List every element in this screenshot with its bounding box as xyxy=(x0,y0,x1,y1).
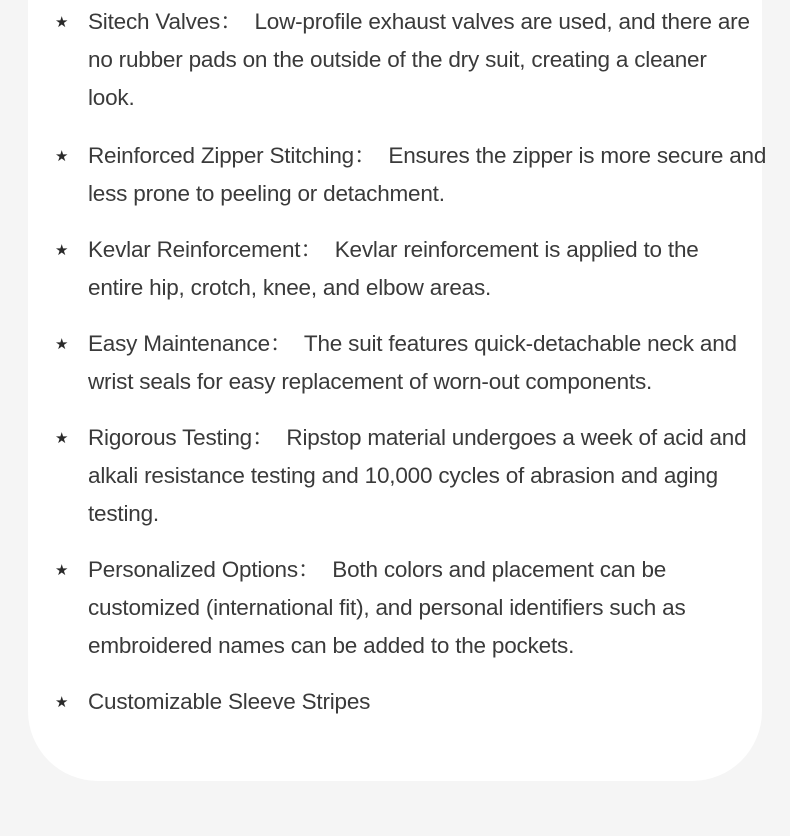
feature-title: Personalized Options xyxy=(88,557,298,582)
star-icon: ★ xyxy=(55,13,69,31)
feature-title: Kevlar Reinforcement xyxy=(88,237,301,262)
feature-title: Rigorous Testing xyxy=(88,425,252,450)
feature-text xyxy=(88,683,758,721)
feature-text xyxy=(88,551,758,665)
star-icon: ★ xyxy=(55,429,69,447)
title-separator: ： xyxy=(269,331,304,356)
feature-title: Sitech Valves xyxy=(88,9,221,34)
star-icon: ★ xyxy=(55,241,69,259)
star-icon: ★ xyxy=(55,147,69,165)
feature-text xyxy=(88,231,758,307)
feature-body: Low-profile exhaust valves are used, and there are no rubber pads on the outside of the dry suit, creating a cleaner look. xyxy=(88,9,750,110)
feature-title: Easy Maintenance xyxy=(88,331,270,356)
star-icon: ★ xyxy=(55,561,69,579)
title-separator: ： xyxy=(297,557,333,582)
feature-body: Kevlar reinforcement is applied to the entire hip, crotch, knee, and elbow areas. xyxy=(88,237,699,300)
feature-text xyxy=(88,419,758,533)
feature-text xyxy=(88,3,758,117)
feature-text xyxy=(88,325,758,401)
feature-text xyxy=(88,137,768,213)
title-separator: ： xyxy=(353,143,389,168)
feature-body: Ensures the zipper is more secure and less prone to peeling or detachment. xyxy=(88,143,767,206)
feature-body: Ripstop material undergoes a week of acid and alkali resistance testing and 10,000 cycles of abrasion and aging testing. xyxy=(88,425,747,526)
title-separator: ： xyxy=(220,9,255,34)
feature-title: Customizable Sleeve Stripes xyxy=(88,689,371,714)
title-separator: ： xyxy=(251,425,287,450)
feature-body: The suit features quick-detachable neck and wrist seals for easy replacement of worn-out components. xyxy=(88,331,737,394)
feature-body: Both colors and placement can be customized (international fit), and personal identifiers such as embroidered names can be added to the pockets. xyxy=(88,557,686,658)
title-separator: ： xyxy=(300,237,335,262)
star-icon: ★ xyxy=(55,693,69,711)
feature-title: Reinforced Zipper Stitching xyxy=(88,143,354,168)
star-icon: ★ xyxy=(55,335,69,353)
